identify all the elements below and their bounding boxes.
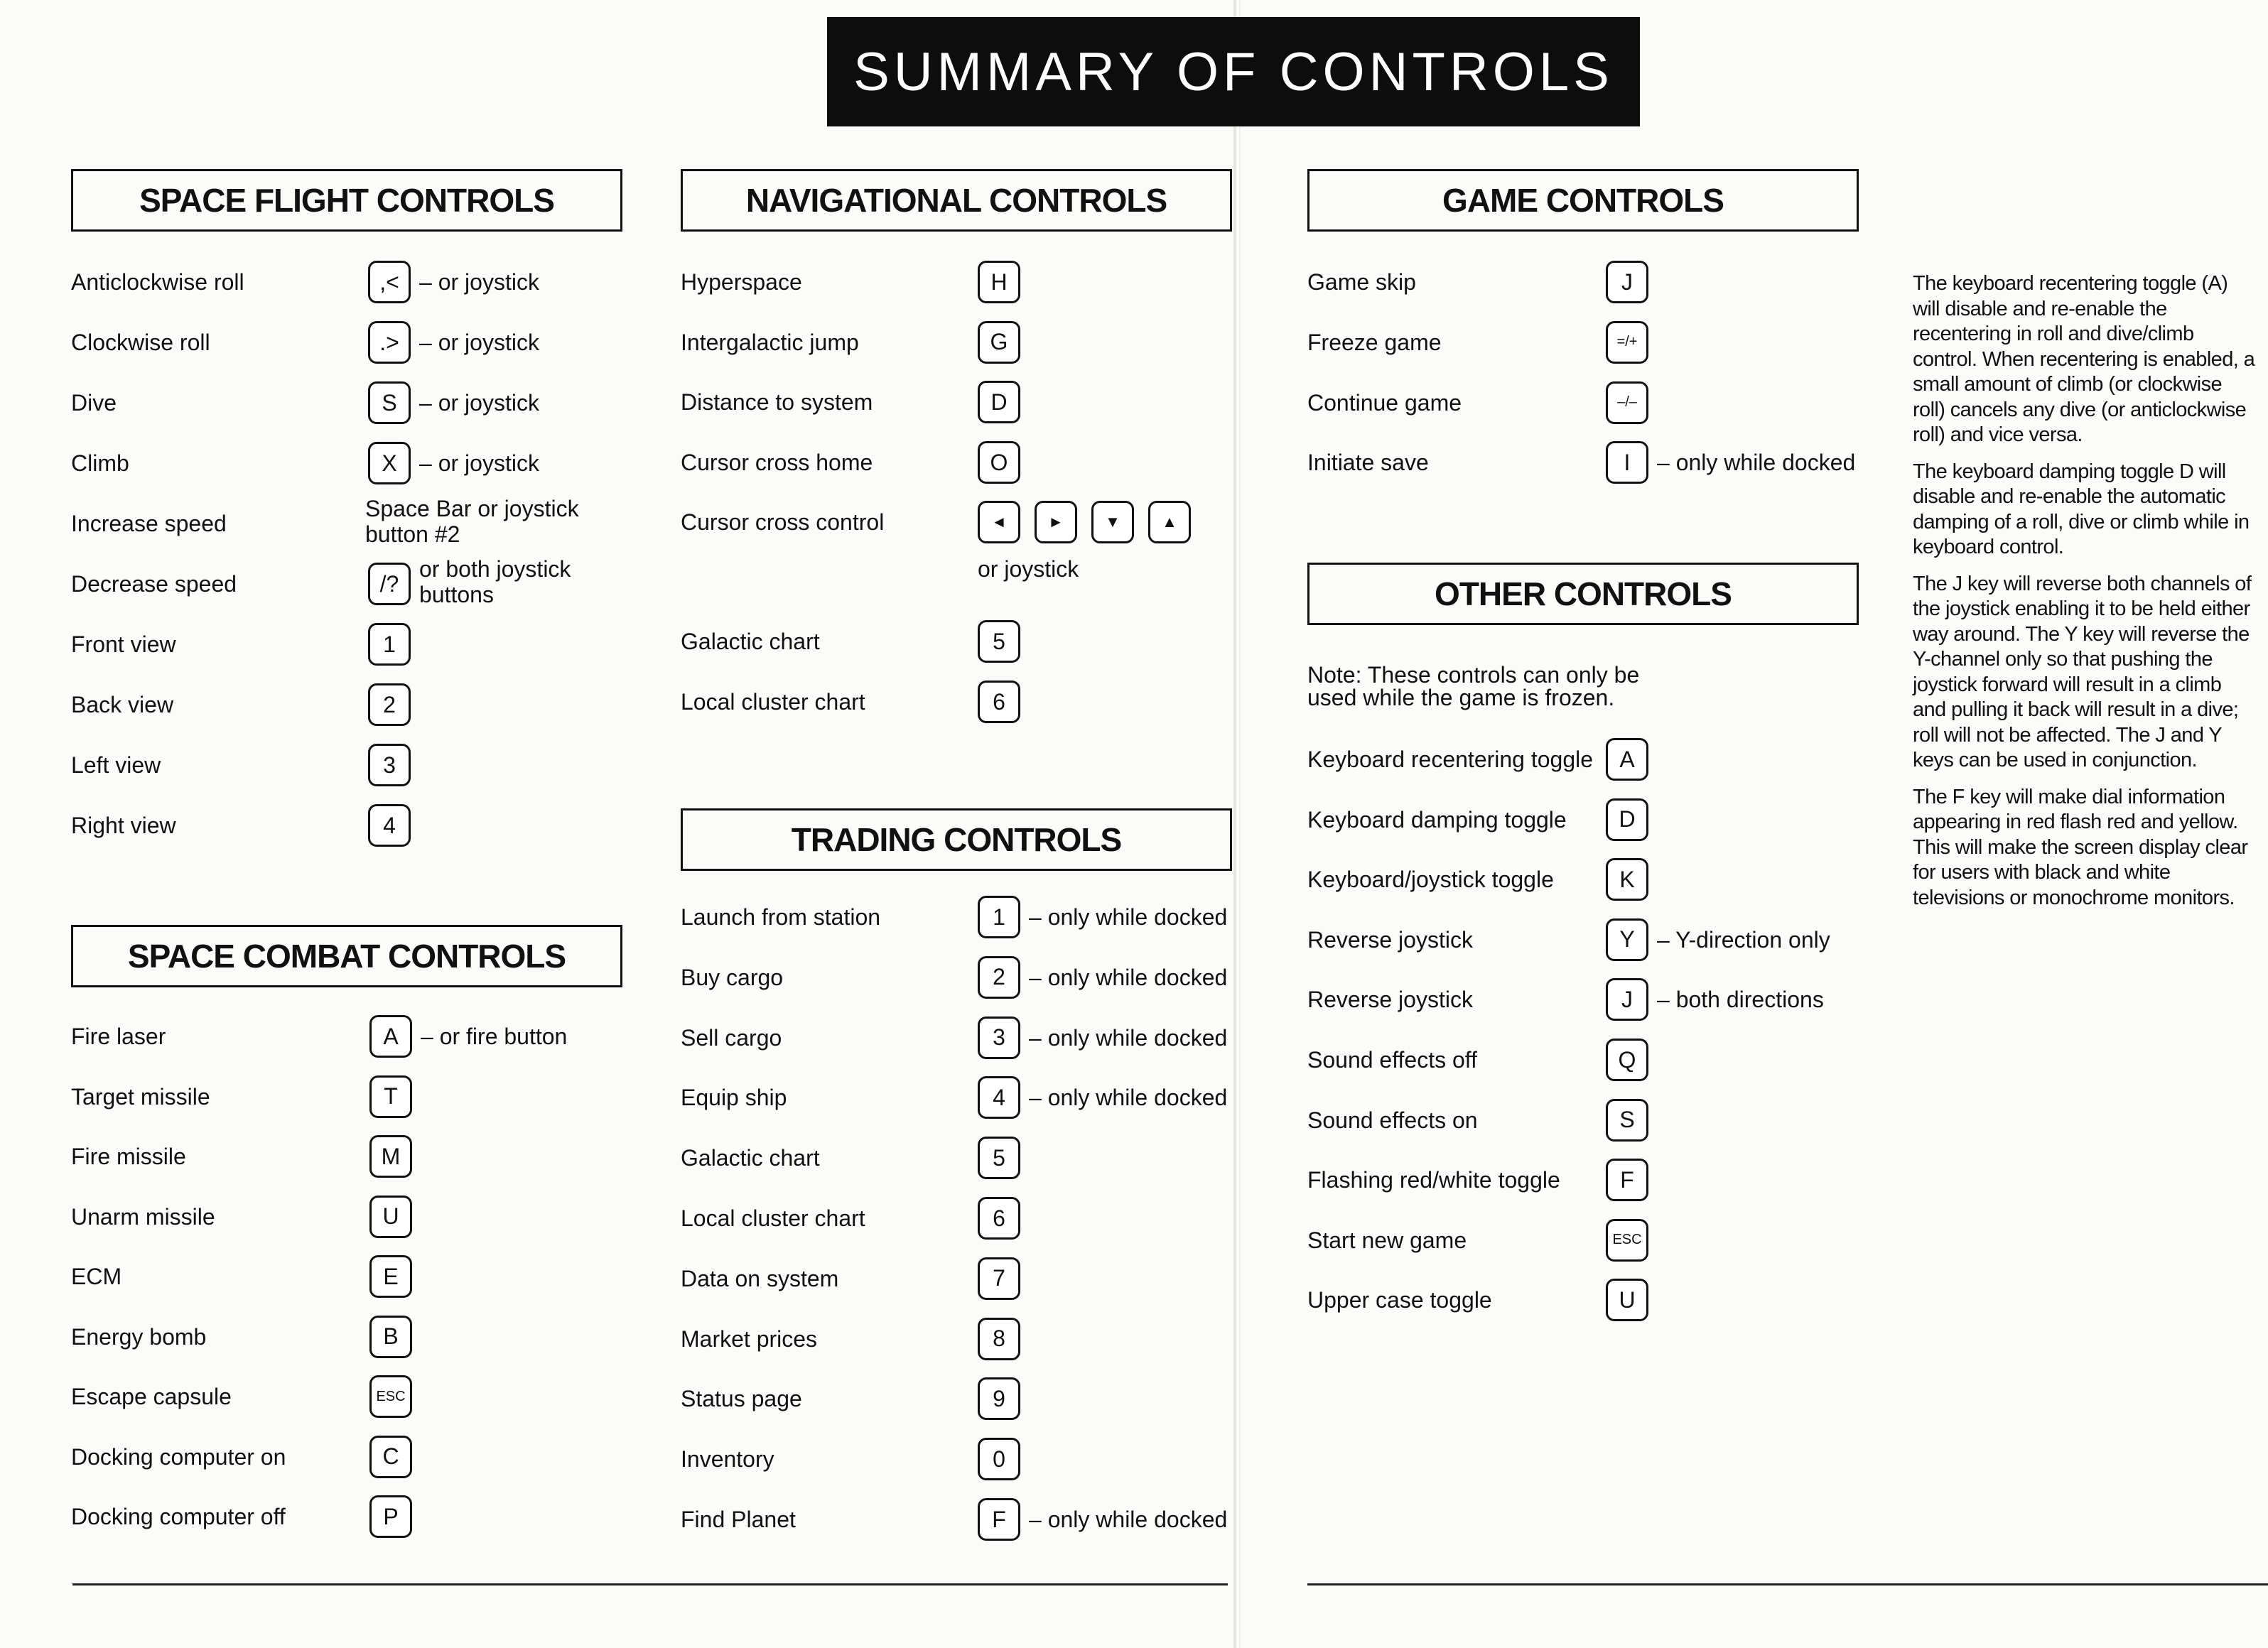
space-flight-row	[71, 438, 622, 488]
control-label: Fire missile	[71, 1144, 186, 1169]
space-flight-row	[71, 318, 622, 367]
other-heading: OTHER CONTROLS	[1307, 563, 1859, 625]
control-label: Energy bomb	[71, 1323, 207, 1350]
control-note: – only while docked	[1029, 1024, 1228, 1051]
control-label: Increase speed	[71, 511, 227, 536]
other-row	[1307, 855, 1876, 904]
other-row	[1307, 1035, 1876, 1085]
other-row	[1307, 975, 1876, 1024]
navigational-section	[681, 169, 1232, 232]
other-note-line-1: Note: These controls can only be	[1307, 662, 1640, 688]
key-cap: D	[978, 381, 1020, 423]
control-label: Climb	[71, 450, 129, 476]
cursor-arrow-note: or joystick	[978, 556, 1079, 582]
key-cap: 4	[978, 1076, 1020, 1119]
key-cap: 1	[368, 623, 411, 666]
control-label: Clockwise roll	[71, 330, 210, 355]
key-cap: P	[369, 1495, 412, 1538]
other-section	[1307, 563, 1859, 625]
key-cap: =/+	[1606, 321, 1648, 364]
key-cap: O	[978, 441, 1020, 484]
key-cap: 5	[978, 1137, 1020, 1179]
bottom-rule-left	[72, 1583, 1228, 1585]
control-label: Launch from station	[681, 904, 881, 930]
key-cap: 6	[978, 681, 1020, 723]
key-cap: G	[978, 321, 1020, 364]
key-cap: B	[369, 1316, 412, 1358]
key-cap: D	[1606, 798, 1648, 841]
bottom-rule-right	[1307, 1583, 2268, 1585]
control-label: Cursor cross control	[681, 509, 885, 535]
explanation-damping: The keyboard damping toggle D will disable and re-enable the automatic damping of a roll, dive or climb while in keyboard control.	[1913, 460, 2250, 558]
control-label: Data on system	[681, 1265, 839, 1291]
space-combat-row	[71, 1252, 622, 1301]
trading-row	[681, 1374, 1235, 1424]
other-row	[1307, 795, 1876, 845]
space-combat-row	[71, 1012, 622, 1061]
key-cap: F	[978, 1498, 1020, 1541]
key-cap: 7	[978, 1257, 1020, 1300]
space-flight-section	[71, 169, 622, 232]
space-flight-row	[71, 496, 622, 548]
other-row	[1307, 734, 1876, 784]
right-arrow-icon: ►	[1035, 501, 1077, 543]
key-cap: 4	[368, 804, 411, 847]
key-cap: U	[369, 1196, 412, 1238]
trading-row	[681, 892, 1235, 942]
space-combat-heading: SPACE COMBAT CONTROLS	[71, 925, 622, 987]
control-label: Back view	[71, 692, 174, 717]
control-label: Front view	[71, 631, 176, 657]
control-label: Unarm missile	[71, 1203, 215, 1230]
control-label: Intergalactic jump	[681, 329, 859, 355]
control-label: Fire laser	[71, 1024, 166, 1049]
control-note: – only while docked	[1657, 450, 1856, 476]
control-label: Reverse joystick	[1307, 987, 1473, 1013]
control-label: Upper case toggle	[1307, 1287, 1492, 1313]
control-note: Space Bar or joystick button #2	[365, 496, 579, 547]
control-label: Hyperspace	[681, 269, 802, 295]
explanation-flash-toggle: The F key will make dial information appearing in red flash red and yellow. This will make the screen display clear for users with black and white televisions or monochrome monitors.	[1913, 785, 2248, 909]
control-note: or both joystick buttons	[419, 556, 571, 607]
navigational-row	[681, 257, 1235, 307]
other-note-line-2: used while the game is frozen.	[1307, 685, 1615, 710]
key-cap: U	[1606, 1279, 1648, 1321]
control-note: – or joystick	[419, 330, 539, 355]
space-combat-row	[71, 1492, 622, 1541]
control-label: Local cluster chart	[681, 1205, 865, 1231]
space-flight-row	[71, 378, 622, 428]
key-cap: 3	[978, 1017, 1020, 1059]
navigational-row	[681, 438, 1235, 487]
space-flight-row	[71, 257, 622, 307]
control-label: Start new game	[1307, 1227, 1467, 1253]
key-cap: C	[369, 1436, 412, 1478]
key-cap: .>	[368, 321, 411, 364]
navigational-row	[681, 318, 1235, 367]
control-label: Inventory	[681, 1446, 774, 1473]
key-cap: 6	[978, 1197, 1020, 1240]
key-cap: J	[1606, 978, 1648, 1021]
trading-row	[681, 1434, 1235, 1484]
space-flight-row	[71, 740, 622, 790]
page-fold-shadow	[1239, 0, 1241, 1648]
page-title: SUMMARY OF CONTROLS	[827, 17, 1640, 126]
space-combat-row	[71, 1372, 622, 1421]
key-cap: 1	[978, 896, 1020, 938]
control-label: Local cluster chart	[681, 689, 865, 715]
control-label: Target missile	[71, 1083, 210, 1110]
space-combat-row	[71, 1132, 622, 1181]
explanation-joystick-reverse: The J key will reverse both channels of the joystick enabling it to be held either way around. The Y key will reverse the Y-channel only so that pushing the joystick forward will result in a climb and pulling it back will result in a dive; roll will not be affected. The J and Y keys can be used in conjunction.	[1913, 572, 2252, 771]
control-label: Cursor cross home	[681, 450, 873, 475]
key-cap: 9	[978, 1377, 1020, 1420]
key-cap: /?	[368, 563, 411, 605]
control-label: Market prices	[681, 1326, 818, 1352]
other-row	[1307, 1215, 1876, 1265]
trading-heading: TRADING CONTROLS	[681, 808, 1232, 871]
key-cap: A	[1606, 738, 1648, 781]
control-label: Galactic chart	[681, 629, 820, 654]
control-note: – only while docked	[1029, 964, 1228, 990]
control-label: Distance to system	[681, 389, 873, 415]
other-row	[1307, 1275, 1876, 1325]
control-note: – or joystick	[419, 269, 539, 295]
control-label: Keyboard recentering toggle	[1307, 747, 1594, 772]
down-arrow-icon: ▼	[1091, 501, 1134, 543]
control-label: Flashing red/white toggle	[1307, 1167, 1560, 1193]
key-cap: I	[1606, 441, 1648, 484]
control-label: Buy cargo	[681, 964, 784, 990]
control-label: Keyboard/joystick toggle	[1307, 867, 1554, 893]
key-cap: ,<	[368, 261, 411, 303]
control-note: – Y-direction only	[1657, 926, 1830, 953]
control-label: Left view	[71, 752, 161, 778]
control-note: – or joystick	[419, 390, 539, 416]
navigational-heading: NAVIGATIONAL CONTROLS	[681, 169, 1232, 232]
control-label: Docking computer off	[71, 1504, 286, 1529]
key-cap: J	[1606, 261, 1648, 303]
space-flight-row	[71, 619, 622, 669]
control-note: – or joystick	[419, 450, 539, 476]
key-cap: –/–	[1606, 381, 1648, 424]
key-cap: A	[369, 1015, 412, 1058]
explanation-recentering: The keyboard recentering toggle (A) will disable and re-enable the recentering in roll and dive/climb control. When recentering is enabled, a small amount of climb (or clockwise roll) cancels any dive (or anticlockwise roll) and vice versa.	[1913, 272, 2255, 446]
game-section	[1307, 169, 1859, 232]
control-note: – only while docked	[1029, 1085, 1228, 1111]
control-label: Initiate save	[1307, 450, 1429, 476]
control-label: Game skip	[1307, 269, 1416, 295]
control-label: Sell cargo	[681, 1024, 782, 1051]
other-row	[1307, 915, 1876, 965]
navigational-row	[681, 617, 1235, 666]
up-arrow-icon: ▲	[1148, 501, 1191, 543]
control-label: Reverse joystick	[1307, 926, 1473, 953]
control-label: Freeze game	[1307, 329, 1442, 355]
key-cap: S	[368, 381, 411, 424]
trading-row	[681, 1314, 1235, 1364]
space-combat-row	[71, 1432, 622, 1482]
navigational-row	[681, 377, 1235, 427]
key-cap: Y	[1606, 918, 1648, 961]
game-row	[1307, 318, 1862, 367]
space-combat-row	[71, 1312, 622, 1362]
control-label: Dive	[71, 390, 117, 416]
control-note: – both directions	[1657, 987, 1824, 1013]
trading-row	[681, 1193, 1235, 1243]
control-label: ECM	[71, 1264, 122, 1289]
game-heading: GAME CONTROLS	[1307, 169, 1859, 232]
other-row	[1307, 1095, 1876, 1145]
game-row	[1307, 257, 1862, 307]
key-cap: T	[369, 1075, 412, 1118]
space-combat-section	[71, 925, 622, 987]
key-cap: E	[369, 1255, 412, 1298]
left-arrow-icon: ◄	[978, 501, 1020, 543]
key-cap: 8	[978, 1318, 1020, 1360]
key-cap: 2	[368, 683, 411, 726]
space-flight-row	[71, 680, 622, 730]
key-cap: 2	[978, 956, 1020, 999]
key-cap: M	[369, 1135, 412, 1178]
control-label: Find Planet	[681, 1507, 796, 1532]
control-label: Docking computer on	[71, 1443, 286, 1470]
key-cap: S	[1606, 1099, 1648, 1142]
key-cap: H	[978, 261, 1020, 303]
space-flight-row	[71, 556, 622, 609]
trading-section	[681, 808, 1232, 871]
explanations-column	[1913, 271, 2255, 922]
control-label: Galactic chart	[681, 1145, 820, 1171]
space-combat-row	[71, 1072, 622, 1122]
key-cap: 0	[978, 1438, 1020, 1480]
control-label: Escape capsule	[71, 1384, 232, 1409]
key-cap: X	[368, 442, 411, 484]
space-flight-row	[71, 801, 622, 850]
key-cap: Q	[1606, 1039, 1648, 1081]
key-cap: ESC	[369, 1375, 412, 1418]
control-label: Decrease speed	[71, 571, 237, 597]
control-label: Continue game	[1307, 389, 1462, 416]
other-row	[1307, 1155, 1876, 1205]
control-note: – only while docked	[1029, 1507, 1228, 1532]
control-note: – or fire button	[421, 1024, 568, 1049]
key-cap: K	[1606, 858, 1648, 901]
key-cap: F	[1606, 1159, 1648, 1201]
navigational-row	[681, 677, 1235, 727]
key-cap: 5	[978, 620, 1020, 663]
game-row	[1307, 378, 1862, 428]
control-label: Equip ship	[681, 1085, 787, 1111]
control-label: Keyboard damping toggle	[1307, 806, 1567, 833]
control-label: Sound effects off	[1307, 1047, 1477, 1073]
control-label: Status page	[681, 1386, 802, 1412]
control-label: Right view	[71, 813, 176, 838]
trading-row	[681, 1013, 1235, 1063]
trading-row	[681, 953, 1235, 1002]
trading-row	[681, 1073, 1235, 1122]
trading-row	[681, 1254, 1235, 1303]
trading-row	[681, 1133, 1235, 1183]
trading-row	[681, 1495, 1235, 1544]
control-label: Anticlockwise roll	[71, 269, 244, 295]
key-cap: ESC	[1606, 1219, 1648, 1262]
space-flight-heading: SPACE FLIGHT CONTROLS	[71, 169, 622, 232]
game-row	[1307, 438, 1862, 487]
space-combat-row	[71, 1192, 622, 1242]
control-label: Sound effects on	[1307, 1107, 1478, 1133]
control-note: – only while docked	[1029, 904, 1228, 930]
key-cap: 3	[368, 744, 411, 786]
